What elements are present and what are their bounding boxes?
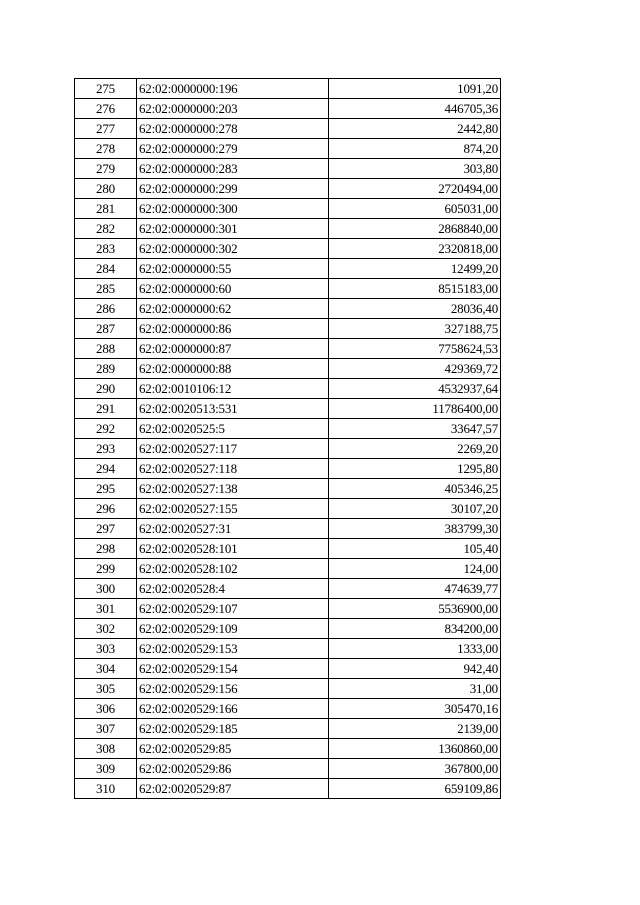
cadastral-value-cell: 1333,00: [329, 639, 501, 659]
table-row: [75, 419, 501, 439]
row-number-cell: 306: [75, 699, 137, 719]
table-row: [75, 619, 501, 639]
cadastral-value-cell: 834200,00: [329, 619, 501, 639]
table-row: [75, 759, 501, 779]
table-row: [75, 719, 501, 739]
cadastral-value-cell: 303,80: [329, 159, 501, 179]
table-row: [75, 359, 501, 379]
row-number-cell: 296: [75, 499, 137, 519]
cadastral-value-cell: 659109,86: [329, 779, 501, 799]
cadastral-value-cell: 33647,57: [329, 419, 501, 439]
row-number-cell: 300: [75, 579, 137, 599]
table-row: [75, 139, 501, 159]
row-number-cell: 290: [75, 379, 137, 399]
cadastral-value-cell: 2139,00: [329, 719, 501, 739]
cadastral-value-cell: 474639,77: [329, 579, 501, 599]
cadastral-number-cell: 62:02:0020513:531: [137, 399, 329, 419]
cadastral-value-cell: 11786400,00: [329, 399, 501, 419]
table-row: [75, 239, 501, 259]
table-row: [75, 179, 501, 199]
row-number-cell: 297: [75, 519, 137, 539]
cadastral-number-cell: 62:02:0000000:300: [137, 199, 329, 219]
cadastral-number-cell: 62:02:0020529:107: [137, 599, 329, 619]
cadastral-value-cell: 30107,20: [329, 499, 501, 519]
cadastral-number-cell: 62:02:0020529:87: [137, 779, 329, 799]
cadastral-value-cell: 12499,20: [329, 259, 501, 279]
cadastral-number-cell: 62:02:0000000:203: [137, 99, 329, 119]
table-row: [75, 379, 501, 399]
row-number-cell: 295: [75, 479, 137, 499]
row-number-cell: 307: [75, 719, 137, 739]
cadastral-value-cell: 2269,20: [329, 439, 501, 459]
cadastral-value-cell: 367800,00: [329, 759, 501, 779]
cadastral-value-cell: 8515183,00: [329, 279, 501, 299]
row-number-cell: 280: [75, 179, 137, 199]
cadastral-number-cell: 62:02:0000000:88: [137, 359, 329, 379]
cadastral-value-cell: 446705,36: [329, 99, 501, 119]
row-number-cell: 285: [75, 279, 137, 299]
cadastral-value-cell: 1295,80: [329, 459, 501, 479]
row-number-cell: 299: [75, 559, 137, 579]
cadastral-value-cell: 124,00: [329, 559, 501, 579]
table-row: [75, 639, 501, 659]
row-number-cell: 284: [75, 259, 137, 279]
cadastral-value-cell: 5536900,00: [329, 599, 501, 619]
cadastral-value-cell: 429369,72: [329, 359, 501, 379]
row-number-cell: 305: [75, 679, 137, 699]
row-number-cell: 281: [75, 199, 137, 219]
row-number-cell: 283: [75, 239, 137, 259]
table-row: [75, 339, 501, 359]
row-number-cell: 279: [75, 159, 137, 179]
table-row: [75, 559, 501, 579]
row-number-cell: 310: [75, 779, 137, 799]
table-row: [75, 579, 501, 599]
row-number-cell: 309: [75, 759, 137, 779]
table-row: [75, 479, 501, 499]
table-row: [75, 499, 501, 519]
cadastral-number-cell: 62:02:0000000:55: [137, 259, 329, 279]
cadastral-number-cell: 62:02:0020527:117: [137, 439, 329, 459]
cadastral-number-cell: 62:02:0000000:62: [137, 299, 329, 319]
table-row: [75, 779, 501, 799]
cadastral-value-cell: 383799,30: [329, 519, 501, 539]
row-number-cell: 286: [75, 299, 137, 319]
cadastral-value-cell: 305470,16: [329, 699, 501, 719]
cadastral-number-cell: 62:02:0020528:4: [137, 579, 329, 599]
table-row: [75, 199, 501, 219]
table-row: [75, 119, 501, 139]
table-row: [75, 259, 501, 279]
table-row: [75, 699, 501, 719]
row-number-cell: 308: [75, 739, 137, 759]
cadastral-number-cell: 62:02:0010106:12: [137, 379, 329, 399]
cadastral-number-cell: 62:02:0020527:138: [137, 479, 329, 499]
cadastral-value-cell: 2442,80: [329, 119, 501, 139]
cadastral-number-cell: 62:02:0020525:5: [137, 419, 329, 439]
cadastral-number-cell: 62:02:0000000:283: [137, 159, 329, 179]
cadastral-value-cell: 2868840,00: [329, 219, 501, 239]
cadastral-value-table: [74, 78, 501, 799]
table-row: [75, 599, 501, 619]
table-row: [75, 399, 501, 419]
row-number-cell: 276: [75, 99, 137, 119]
row-number-cell: 294: [75, 459, 137, 479]
cadastral-value-cell: 31,00: [329, 679, 501, 699]
table-row: [75, 739, 501, 759]
cadastral-value-cell: 7758624,53: [329, 339, 501, 359]
cadastral-number-cell: 62:02:0020529:85: [137, 739, 329, 759]
cadastral-number-cell: 62:02:0020529:156: [137, 679, 329, 699]
row-number-cell: 277: [75, 119, 137, 139]
row-number-cell: 275: [75, 79, 137, 99]
cadastral-value-cell: 2320818,00: [329, 239, 501, 259]
cadastral-number-cell: 62:02:0020529:109: [137, 619, 329, 639]
table-row: [75, 319, 501, 339]
row-number-cell: 302: [75, 619, 137, 639]
table-body: [75, 79, 501, 799]
cadastral-value-cell: 1360860,00: [329, 739, 501, 759]
cadastral-number-cell: 62:02:0020529:166: [137, 699, 329, 719]
row-number-cell: 304: [75, 659, 137, 679]
table-row: [75, 279, 501, 299]
row-number-cell: 293: [75, 439, 137, 459]
row-number-cell: 287: [75, 319, 137, 339]
table-row: [75, 679, 501, 699]
table-row: [75, 219, 501, 239]
cadastral-number-cell: 62:02:0020528:101: [137, 539, 329, 559]
row-number-cell: 278: [75, 139, 137, 159]
cadastral-value-cell: 2720494,00: [329, 179, 501, 199]
row-number-cell: 292: [75, 419, 137, 439]
table-row: [75, 79, 501, 99]
cadastral-number-cell: 62:02:0000000:196: [137, 79, 329, 99]
cadastral-number-cell: 62:02:0020529:86: [137, 759, 329, 779]
cadastral-value-cell: 28036,40: [329, 299, 501, 319]
table-row: [75, 99, 501, 119]
row-number-cell: 303: [75, 639, 137, 659]
table-row: [75, 519, 501, 539]
cadastral-number-cell: 62:02:0020529:185: [137, 719, 329, 739]
row-number-cell: 288: [75, 339, 137, 359]
cadastral-number-cell: 62:02:0000000:278: [137, 119, 329, 139]
cadastral-number-cell: 62:02:0000000:279: [137, 139, 329, 159]
cadastral-number-cell: 62:02:0000000:60: [137, 279, 329, 299]
cadastral-number-cell: 62:02:0020527:118: [137, 459, 329, 479]
table-row: [75, 659, 501, 679]
cadastral-value-cell: 105,40: [329, 539, 501, 559]
cadastral-number-cell: 62:02:0020528:102: [137, 559, 329, 579]
cadastral-number-cell: 62:02:0020529:153: [137, 639, 329, 659]
row-number-cell: 282: [75, 219, 137, 239]
table-row: [75, 439, 501, 459]
table-row: [75, 459, 501, 479]
cadastral-value-cell: 605031,00: [329, 199, 501, 219]
cadastral-number-cell: 62:02:0020527:31: [137, 519, 329, 539]
row-number-cell: 298: [75, 539, 137, 559]
cadastral-value-cell: 4532937,64: [329, 379, 501, 399]
row-number-cell: 289: [75, 359, 137, 379]
cadastral-value-cell: 942,40: [329, 659, 501, 679]
table-row: [75, 539, 501, 559]
cadastral-number-cell: 62:02:0020527:155: [137, 499, 329, 519]
cadastral-number-cell: 62:02:0000000:299: [137, 179, 329, 199]
cadastral-value-cell: 405346,25: [329, 479, 501, 499]
cadastral-value-cell: 1091,20: [329, 79, 501, 99]
cadastral-number-cell: 62:02:0020529:154: [137, 659, 329, 679]
table-row: [75, 299, 501, 319]
cadastral-value-cell: 327188,75: [329, 319, 501, 339]
row-number-cell: 301: [75, 599, 137, 619]
cadastral-number-cell: 62:02:0000000:302: [137, 239, 329, 259]
cadastral-number-cell: 62:02:0000000:87: [137, 339, 329, 359]
cadastral-number-cell: 62:02:0000000:301: [137, 219, 329, 239]
cadastral-value-cell: 874,20: [329, 139, 501, 159]
row-number-cell: 291: [75, 399, 137, 419]
table-row: [75, 159, 501, 179]
cadastral-number-cell: 62:02:0000000:86: [137, 319, 329, 339]
